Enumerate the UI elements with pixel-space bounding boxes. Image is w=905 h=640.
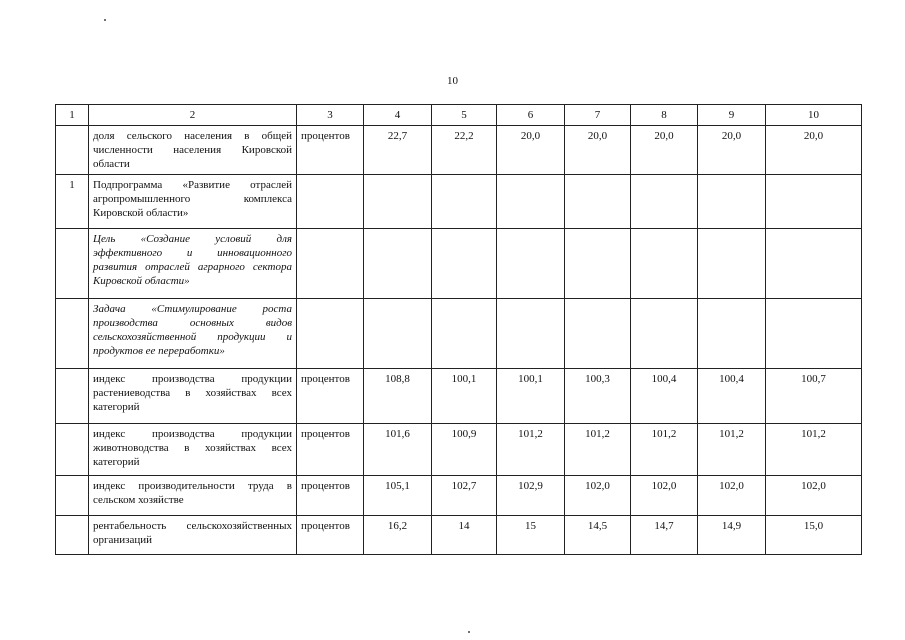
value-cell: 102,0 xyxy=(766,476,862,516)
unit-cell: процентов xyxy=(297,516,364,555)
value-cell xyxy=(766,299,862,369)
value-cell: 20,0 xyxy=(631,126,698,175)
value-cell xyxy=(565,299,631,369)
value-cell: 14 xyxy=(432,516,497,555)
value-cell: 22,2 xyxy=(432,126,497,175)
value-cell: 100,4 xyxy=(698,369,766,424)
value-cell: 101,6 xyxy=(364,424,432,476)
column-header-4: 4 xyxy=(364,105,432,126)
value-cell: 100,1 xyxy=(497,369,565,424)
column-header-8: 8 xyxy=(631,105,698,126)
table-row xyxy=(56,126,862,175)
column-header-7: 7 xyxy=(565,105,631,126)
row-index: 1 xyxy=(56,175,89,229)
value-cell: 100,3 xyxy=(565,369,631,424)
row-index xyxy=(56,424,89,476)
indicator-name: индекс производительности труда в сельском хозяйстве xyxy=(89,476,297,516)
column-header-10: 10 xyxy=(766,105,862,126)
column-header-2: 2 xyxy=(89,105,297,126)
value-cell xyxy=(364,175,432,229)
value-cell: 20,0 xyxy=(565,126,631,175)
indicator-name: индекс производства продукции животноводства в хозяйствах всех категорий xyxy=(89,424,297,476)
column-header-6: 6 xyxy=(497,105,565,126)
value-cell: 100,1 xyxy=(432,369,497,424)
value-cell xyxy=(631,299,698,369)
unit-cell xyxy=(297,229,364,299)
unit-cell xyxy=(297,299,364,369)
value-cell: 20,0 xyxy=(766,126,862,175)
value-cell xyxy=(698,175,766,229)
table-row xyxy=(56,175,862,229)
table-row xyxy=(56,299,862,369)
header-row xyxy=(56,105,862,126)
column-header-5: 5 xyxy=(432,105,497,126)
table-row xyxy=(56,424,862,476)
table-row xyxy=(56,229,862,299)
value-cell: 108,8 xyxy=(364,369,432,424)
value-cell: 100,7 xyxy=(766,369,862,424)
table-row xyxy=(56,476,862,516)
value-cell: 20,0 xyxy=(698,126,766,175)
value-cell: 101,2 xyxy=(631,424,698,476)
table-row xyxy=(56,516,862,555)
value-cell: 16,2 xyxy=(364,516,432,555)
row-index xyxy=(56,126,89,175)
value-cell xyxy=(497,229,565,299)
table-body xyxy=(56,126,862,555)
column-header-9: 9 xyxy=(698,105,766,126)
value-cell: 15 xyxy=(497,516,565,555)
value-cell xyxy=(631,175,698,229)
value-cell: 14,7 xyxy=(631,516,698,555)
unit-cell: процентов xyxy=(297,126,364,175)
indicator-name: Задача «Стимулирование роста производства основных видов сельскохозяйственной продукции и продуктов ее переработки» xyxy=(89,299,297,369)
indicator-name: Цель «Создание условий для эффективного и инновационного развития отраслей аграрного сектора Кировской области» xyxy=(89,229,297,299)
indicator-name: индекс производства продукции растениеводства в хозяйствах всех категорий xyxy=(89,369,297,424)
value-cell xyxy=(432,229,497,299)
value-cell: 100,9 xyxy=(432,424,497,476)
value-cell xyxy=(432,175,497,229)
table-row xyxy=(56,369,862,424)
value-cell xyxy=(432,299,497,369)
row-index xyxy=(56,516,89,555)
value-cell xyxy=(497,299,565,369)
scan-speck xyxy=(104,19,106,21)
value-cell: 22,7 xyxy=(364,126,432,175)
value-cell xyxy=(766,175,862,229)
value-cell xyxy=(766,229,862,299)
scan-speck xyxy=(468,631,470,633)
value-cell: 102,0 xyxy=(565,476,631,516)
value-cell: 15,0 xyxy=(766,516,862,555)
page-number: 10 xyxy=(447,75,458,87)
value-cell: 101,2 xyxy=(766,424,862,476)
unit-cell: процентов xyxy=(297,424,364,476)
indicators-table xyxy=(55,104,862,555)
value-cell xyxy=(364,299,432,369)
value-cell xyxy=(364,229,432,299)
indicator-name: рентабельность сельскохозяйственных организаций xyxy=(89,516,297,555)
row-index xyxy=(56,229,89,299)
value-cell: 14,5 xyxy=(565,516,631,555)
value-cell: 101,2 xyxy=(698,424,766,476)
row-index xyxy=(56,476,89,516)
value-cell: 102,0 xyxy=(698,476,766,516)
value-cell: 14,9 xyxy=(698,516,766,555)
value-cell: 105,1 xyxy=(364,476,432,516)
value-cell xyxy=(698,299,766,369)
column-header-3: 3 xyxy=(297,105,364,126)
indicator-name: Подпрограмма «Развитие отраслей агропромышленного комплекса Кировской области» xyxy=(89,175,297,229)
value-cell xyxy=(631,229,698,299)
value-cell: 102,0 xyxy=(631,476,698,516)
value-cell: 20,0 xyxy=(497,126,565,175)
value-cell xyxy=(565,229,631,299)
row-index xyxy=(56,299,89,369)
value-cell: 101,2 xyxy=(565,424,631,476)
indicator-name: доля сельского населения в общей численности населения Кировской области xyxy=(89,126,297,175)
value-cell xyxy=(497,175,565,229)
value-cell xyxy=(565,175,631,229)
value-cell: 100,4 xyxy=(631,369,698,424)
value-cell: 101,2 xyxy=(497,424,565,476)
unit-cell: процентов xyxy=(297,369,364,424)
value-cell: 102,7 xyxy=(432,476,497,516)
unit-cell xyxy=(297,175,364,229)
value-cell: 102,9 xyxy=(497,476,565,516)
column-header-1: 1 xyxy=(56,105,89,126)
row-index xyxy=(56,369,89,424)
value-cell xyxy=(698,229,766,299)
unit-cell: процентов xyxy=(297,476,364,516)
